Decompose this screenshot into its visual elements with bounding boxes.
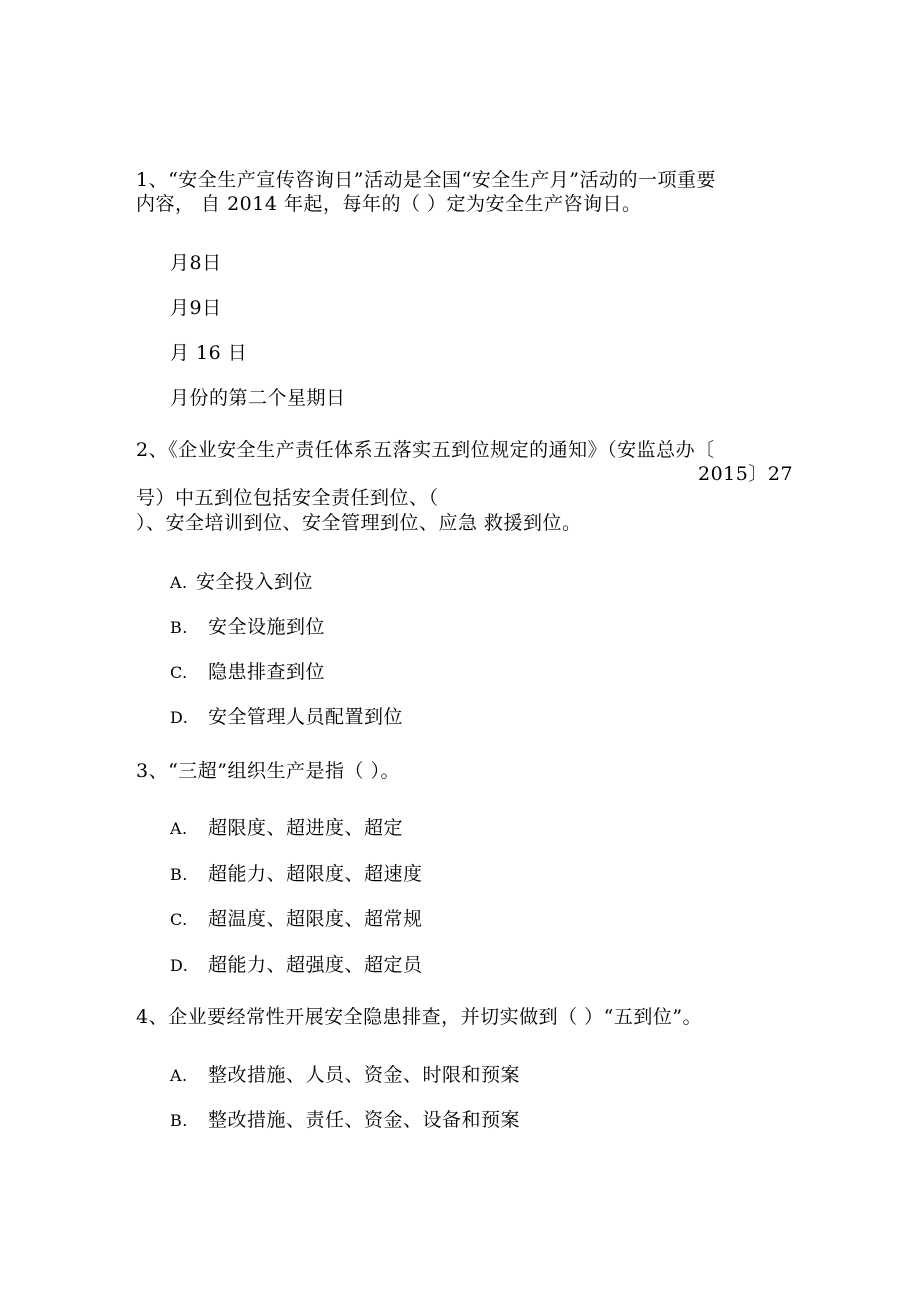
question-1-option-4	[170, 386, 346, 410]
option-letter: A.	[170, 1066, 188, 1085]
option-letter: C.	[170, 663, 188, 682]
option-text: 超能力、超限度、超速度	[208, 863, 423, 885]
question-3-option-a	[170, 816, 403, 841]
option-letter: D.	[170, 956, 189, 975]
question-2-stem-line-1b: 2015〕27	[698, 463, 794, 485]
option-text: 月9日	[170, 297, 222, 319]
option-letter: B.	[170, 865, 188, 884]
option-letter: B.	[170, 1111, 188, 1130]
question-3-option-c	[170, 907, 423, 932]
question-2-stem-line-1: 2、《企业安全生产责任体系五落实五到位规定的通知》（安监总办〔	[136, 439, 715, 461]
option-text: 安全设施到位	[208, 616, 326, 638]
question-1-stem-line-1: 1、“安全生产宣传咨询日”活动是全国“安全生产月”活动的一项重要	[136, 169, 716, 191]
question-1-option-2	[170, 296, 222, 320]
option-text: 安全投入到位	[196, 571, 314, 593]
question-4-stem: 4、企业要经常性开展安全隐患排查，并切实做到（ ）“五到位”。	[136, 1006, 703, 1028]
question-4-option-b	[170, 1108, 520, 1133]
option-letter: C.	[170, 910, 188, 929]
option-text: 月 16 日	[170, 342, 248, 364]
question-4-option-a	[170, 1063, 520, 1088]
question-2-option-c	[170, 660, 325, 685]
question-1-stem-line-2: 内容， 自 2014 年起，每年的（ ）定为安全生产咨询日。	[136, 193, 642, 215]
question-3-stem: 3、“三超”组织生产是指（ ）。	[136, 760, 401, 782]
question-2-stem-line-3: ）、安全培训到位、安全管理到位、应急 救援到位。	[136, 512, 582, 534]
question-1-option-3	[170, 341, 247, 365]
option-text: 月8日	[170, 252, 222, 274]
option-text: 超限度、超进度、超定	[208, 817, 404, 839]
option-letter: A.	[170, 573, 188, 592]
question-3-option-d	[170, 953, 423, 978]
question-2-option-a	[170, 570, 313, 595]
option-text: 超温度、超限度、超常规	[208, 908, 423, 930]
option-text: 超能力、超强度、超定员	[208, 954, 423, 976]
question-2-stem-line-2: 号）中五到位包括安全责任到位、（	[136, 487, 439, 509]
question-1-option-1	[170, 251, 222, 275]
option-text: 月份的第二个星期日	[170, 387, 346, 409]
question-2-option-b	[170, 615, 325, 640]
option-text: 整改措施、人员、资金、时限和预案	[208, 1064, 521, 1086]
option-letter: D.	[170, 708, 189, 727]
question-3-option-b	[170, 862, 423, 887]
option-text: 整改措施、责任、资金、设备和预案	[208, 1109, 521, 1131]
option-letter: A.	[170, 819, 188, 838]
question-2-option-d	[170, 705, 403, 730]
option-text: 隐患排查到位	[208, 661, 326, 683]
option-letter: B.	[170, 618, 188, 637]
option-text: 安全管理人员配置到位	[208, 706, 404, 728]
